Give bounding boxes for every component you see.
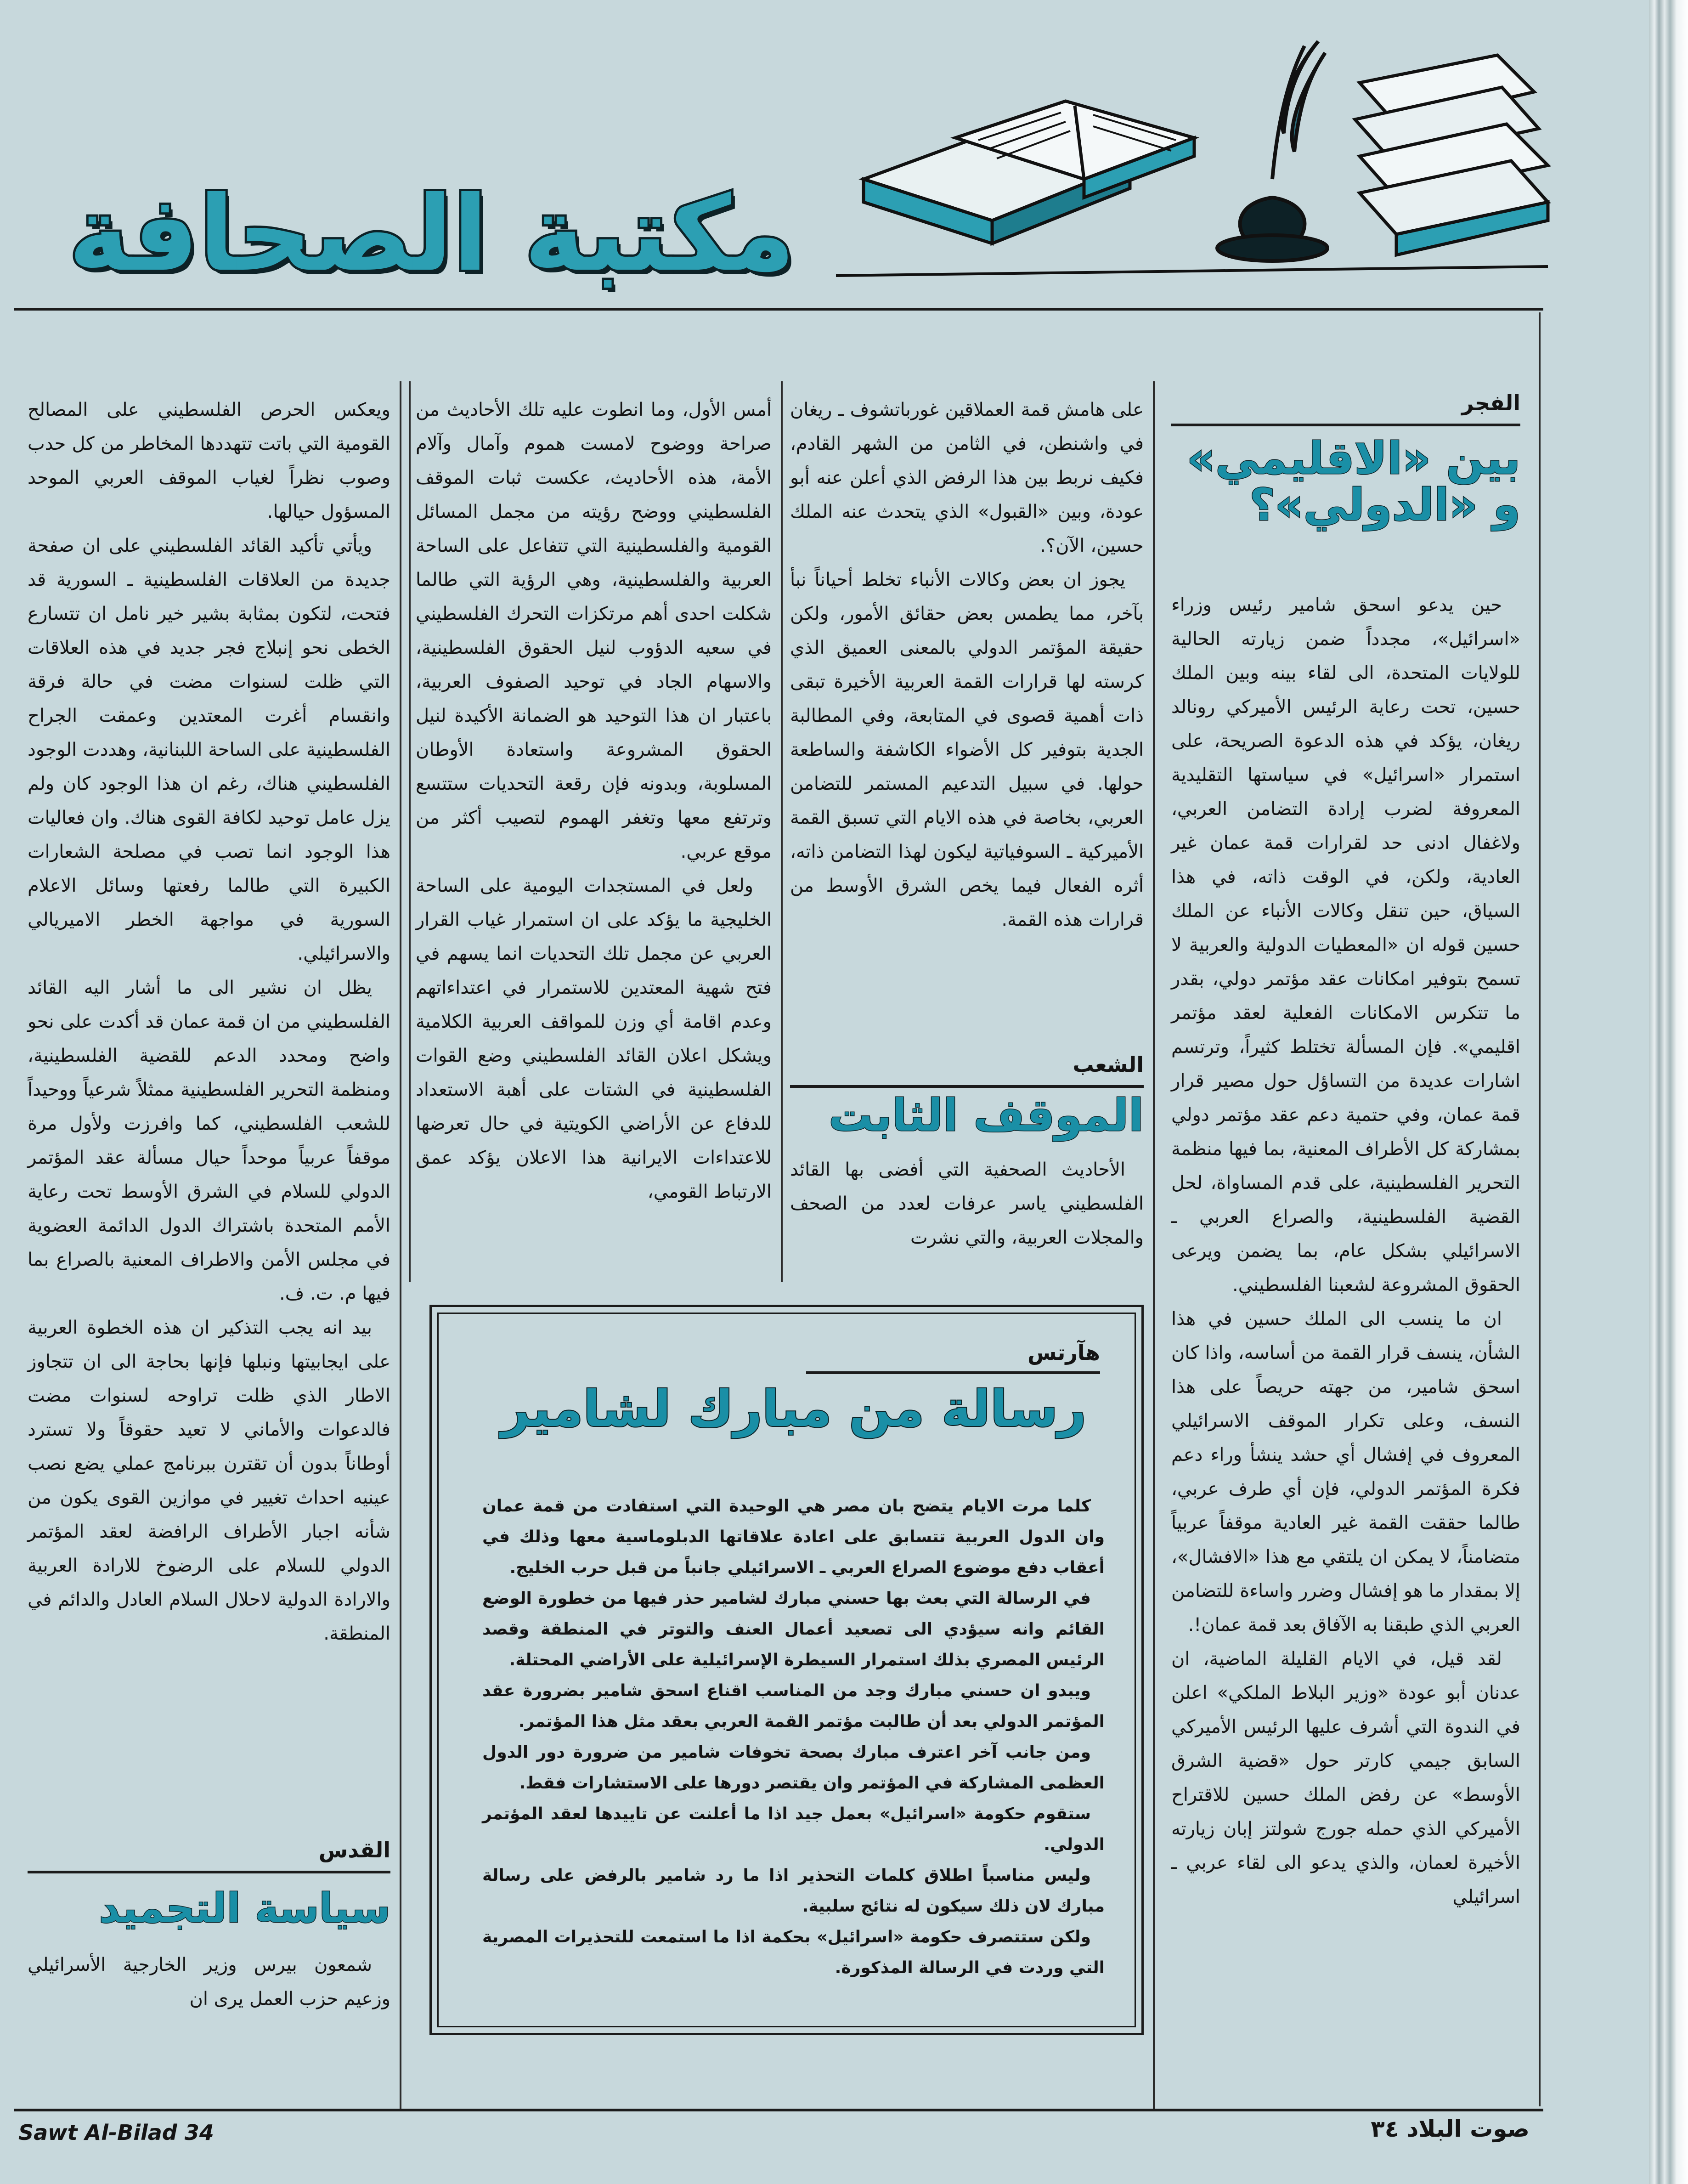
paragraph: ويأتي تأكيد القائد الفلسطيني على ان صفحة جديدة من العلاقات الفلسطينية ـ السورية قد فتحت، لتكون بمثابة بشير خير نامل ان تتسارع الخطى نحو إنبلاج فجر جديد في هذه العلاقات التي ظلت لسنوات مضت في حالة فرقة وانقسام أغرت المعتدين وعمقت الجراح الفلسطينية على الساحة اللبنانية، وهددت الوجود الفلسطيني هناك، رغم ان هذا الوجود كان ولم يزل عامل توحيد لكافة القوى هناك. وان فعاليات هذا الوجود انما تصب في مصلحة الشعارات الكبيرة التي طالما رفعتها وسائل الاعلام السورية في مواجهة الخطر الاميريالي والاسرائيلي. [28,535,390,964]
column-divider [1539,312,1541,2106]
article-headline [1171,433,1520,531]
paragraph: الأحاديث الصحفية التي أفضى بها القائد الفلسطيني ياسر عرفات لعدد من الصحف والمجلات العربية، والتي نشرت [790,1159,1144,1248]
source-label: الشعب [790,1047,1144,1088]
paragraph: حين يدعو اسحق شامير رئيس وزراء «اسرائيل»، مجدداً ضمن زيارته الحالية للولايات المتحدة، الى لقاء بينه وبين الملك حسين، تحت رعاية الرئيس الأميركي رونالد ريغان، يؤكد في هذه الدعوة الصريحة، على استمرار «اسرائيل» في سياستها التقليدية المعروفة لضرب إرادة التضامن العربي، ولاغفال ادنى حد لقرارات قمة عمان غير العادية، ولكن، في الوقت ذاته، في هذا السياق، حين تنقل وكالات الأنباء عن الملك حسين قوله ان «المعطيات الدولية والعربية لا تسمح بتوفير امكانات عقد مؤتمر دولي، بقدر ما تتكرس الامكانات الفعلية لعقد مؤتمر اقليمي». فإن المسألة تختلط كثيراً، وترتسم اشارات عديدة من التساؤل حول مصير قرار قمة عمان، وفي حتمية دعم عقد مؤتمر دولي بمشاركة كل الأطراف المعنية، بما فيها منظمة التحرير الفلسطينية، على قدم المساواة، لحل القضية الفلسطينية، والصراع العربي ـ الاسرائيلي بشكل عام، بما يضمن ويرعى الحقوق المشروعة لشعبنا الفلسطيني. [1171,594,1520,1296]
article-haaretz-box [429,1305,1144,2035]
source-label: هآرتس [1027,1340,1100,1365]
paragraph: ويبدو ان حسني مبارك وجد من المناسب اقناع اسحق شامير بضرورة عقد المؤتمر الدولي بعد أن طالبت مؤتمر القمة العربي بعقد مثل هذا المؤتمر. [482,1681,1105,1731]
paragraph: يجوز ان بعض وكالات الأنباء تخلط أحياناً نبأ بآخر، مما يطمس بعض حقائق الأمور، ولكن حقيقة المؤتمر الدولي بالمعنى العميق الذي كرسته لها قرارات القمة العربية الأخيرة تبقى ذات أهمية قصوى في المتابعة، وفي المطالبة الجدية بتوفير كل الأضواء الكاشفة والساطعة حولها. في سبيل التدعيم المستمر للتضامن العربي، بخاصة في هذه الايام التي تسبق القمة الأميركية ـ السوفياتية ليكون لهذا التضامن ذاته، أثره الفعال فيما يخص الشرق الأوسط من قرارات هذه القمة. [790,569,1144,930]
footer-right: صوت البلاد ٣٤ [1371,2116,1530,2142]
paragraph: ولكن ستتصرف حكومة «اسرائيل» بحكمة اذا ما استمعت للتحذيرات المصرية التي وردت في الرسالة المذكورة. [482,1928,1105,1977]
paragraph: أمس الأول، وما انطوت عليه تلك الأحاديث من صراحة ووضوح لامست هموم وآمال وآلام الأمة، هذه الأحاديث، عكست ثبات الموقف الفلسطيني ووضح رؤيته من مجمل المسائل القومية والفلسطينية التي تتفاعل على الساحة العربية والفلسطينية، وهي الرؤية التي طالما شكلت احدى أهم مرتكزات التحرك الفلسطيني في سعيه الدؤوب لنيل الحقوق الفلسطينية، والاسهام الجاد في توحيد الصفوف العربية، باعتبار ان هذا التوحيد هو الضمانة الأكيدة لنيل الحقوق المشروعة واستعادة الأوطان المسلوبة، وبدونه فإن رقعة التحديات ستتسع وترتفع معها وتغفر الهموم لتصيب أكثر من موقع عربي. [416,399,772,862]
article-shaab [790,1047,1144,1255]
article-shaab-continued [28,393,390,1651]
source-rule [806,1371,1100,1374]
paragraph: لقد قيل، في الايام القليلة الماضية، ان عدنان أبو عودة «وزير البلاط الملكي» اعلن في الندوة التي أشرف عليها الرئيس الأميركي السابق جيمي كارتر حول «قضية الشرق الأوسط» عن رفض الملك حسين للاقتراح الأميركي الذي حمله جورج شولتز إبان زيارته الأخيرة لعمان، والذي يدعو الى لقاء عربي ـ اسرائيلي [1171,1648,1520,1907]
headline-line: و «الدولي»؟ [1249,479,1520,531]
article-headline: رسالة من مبارك لشامير [501,1381,1086,1438]
paragraph: بيد انه يجب التذكير ان هذه الخطوة العربية على ايجابيتها ونبلها فإنها بحاجة الى ان تتجاوز الاطار الذي ظلت تراوحه لسنوات مضت فالدعوات والأماني لا تعيد حقوقاً ولا تسترد أوطاناً بدون أن تقترن ببرنامج عملي يضع نصب عينيه احداث تغيير في موازين القوى يكون من شأنه اجبار الأطراف الرافضة لعقد المؤتمر الدولي للسلام على الرضوخ للارادة العربية والارادة الدولية لاحلال السلام العادل والدائم في المنطقة. [28,1317,390,1644]
source-label: الفجر [1171,386,1520,426]
page-edges [1649,0,1688,2184]
article-body [482,1491,1105,1983]
paragraph: على هامش قمة العملاقين غورباتشوف ـ ريغان في واشنطن، في الثامن من الشهر القادم، فكيف نربط بين هذا الرفض الذي أعلن عنه أبو عودة، وبين «القبول» الذي يتحدث عنه الملك حسين، الآن؟. [790,399,1144,556]
paragraph: كلما مرت الايام يتضح بان مصر هي الوحيدة التي استفادت من قمة عمان وان الدول العربية تتسابق على اعادة علاقاتها الدبلوماسية معها وذلك في أعقاب دفع موضوع الصراع العربي ـ الاسرائيلي جانباً من قبل حرب الخليج. [482,1497,1105,1577]
article-quds [28,1833,390,2016]
paragraph: ان ما ينسب الى الملك حسين في هذا الشأن، ينسف قرار القمة من أساسه، واذا كان اسحق شامير، من جهته حريصاً على هذا النسف، وعلى تكرار الموقف الاسرائيلي المعروف في إفشال أي حشد ينشأ وراء دعم فكرة المؤتمر الدولي، فإن أي طرف عربي، طالما حققت القمة غير العادية موقفاً عربياً متضامناً، لا يمكن ان يلتقي مع هذا «الافشال»، إلا بمقدار ما هو إفشال وضرر واساءة للتضامن العربي الذي طبقنا به الآفاق بعد قمة عمان!. [1171,1308,1520,1635]
top-rule [14,308,1543,311]
paragraph: يظل ان نشير الى ما أشار اليه القائد الفلسطيني من ان قمة عمان قد أكدت على نحو واضح ومحدد الدعم للقضية الفلسطينية، ومنظمة التحرير الفلسطينية ممثلاً شرعياً ووحيداً للشعب الفلسطيني، كما وافرزت ولأول مرة موقفاً عربياً موحداً حيال مسألة عقد المؤتمر الدولي للسلام في الشرق الأوسط تحت رعاية الأمم المتحدة باشتراك الدول الدائمة العضوية في مجلس الأمن والاطراف المعنية بالصراع بما فيها م. ت. ف. [28,977,390,1304]
column-divider [400,381,401,2109]
article-headline: سياسة التجميد [99,1884,390,1932]
paragraph: شمعون بيرس وزير الخارجية الأسرائيلي وزعيم حزب العمل يرى ان [28,1954,390,2010]
article-headline: الموقف الثابت [829,1090,1144,1141]
article-fajr-continued [790,393,1144,937]
paragraph: ولعل في المستجدات اليومية على الساحة الخليجية ما يؤكد على ان استمرار غياب القرار العربي عن مجمل تلك التحديات انما يسهم في فتح شهية المعتدين للاستمرار في اعتداءاتهم وعدم اقامة أي وزن للمواقف العربية الكلامية ويشكل اعلان القائد الفلسطيني وضع القوات الفلسطينية في الشتات على أهبة الاستعداد للدفاع عن الأراضي الكويتية في حال تعرضها للاعتداءات الايرانية هذا الاعلان يؤكد عمق الارتباط القومي، [416,875,772,1202]
paragraph: ويعكس الحرص الفلسطيني على المصالح القومية التي باتت تتهددها المخاطر من كل حدب وصوب نظراً لغياب الموقف العربي الموحد المسؤول حيالها. [28,399,390,522]
paragraph: ومن جانب آخر اعترف مبارك بصحة تخوفات شامير من ضرورة دور الدول العظمى المشاركة في المؤتمر وان يقتصر دورها على الاستشارات فقط. [482,1743,1105,1793]
paragraph: في الرسالة التي بعث بها حسني مبارك لشامير حذر فيها من خطورة الوضع القائم وانه سيؤدي الى تصعيد أعمال العنف والتوتر في المنطقة وقصد الرئيس المصري بذلك استمرار السيطرة الإسرائيلية على الأراضي المحتلة. [482,1589,1105,1669]
bottom-rule [14,2109,1543,2111]
column-divider [1153,381,1155,2109]
article-fajr [1171,386,1520,1914]
column-divider [409,381,411,1282]
paragraph: ستقوم حكومة «اسرائيل» بعمل جيد اذا ما أعلنت عن تاييدها لعقد المؤتمر الدولي. [482,1805,1105,1854]
source-label: القدس [28,1833,390,1873]
column-divider [781,381,783,1282]
footer-left: Sawt Al-Bilad 34 [18,2120,214,2145]
masthead-title: مكتبة الصحافة [68,174,796,294]
paragraph: وليس مناسباً اطلاق كلمات التحذير اذا ما رد شامير بالرفض على رسالة مبارك لان ذلك سيكون له نتائج سلبية. [482,1866,1105,1916]
article-shaab-continued [416,393,772,1209]
headline-line: بين «الاقليمي» [1186,433,1520,484]
